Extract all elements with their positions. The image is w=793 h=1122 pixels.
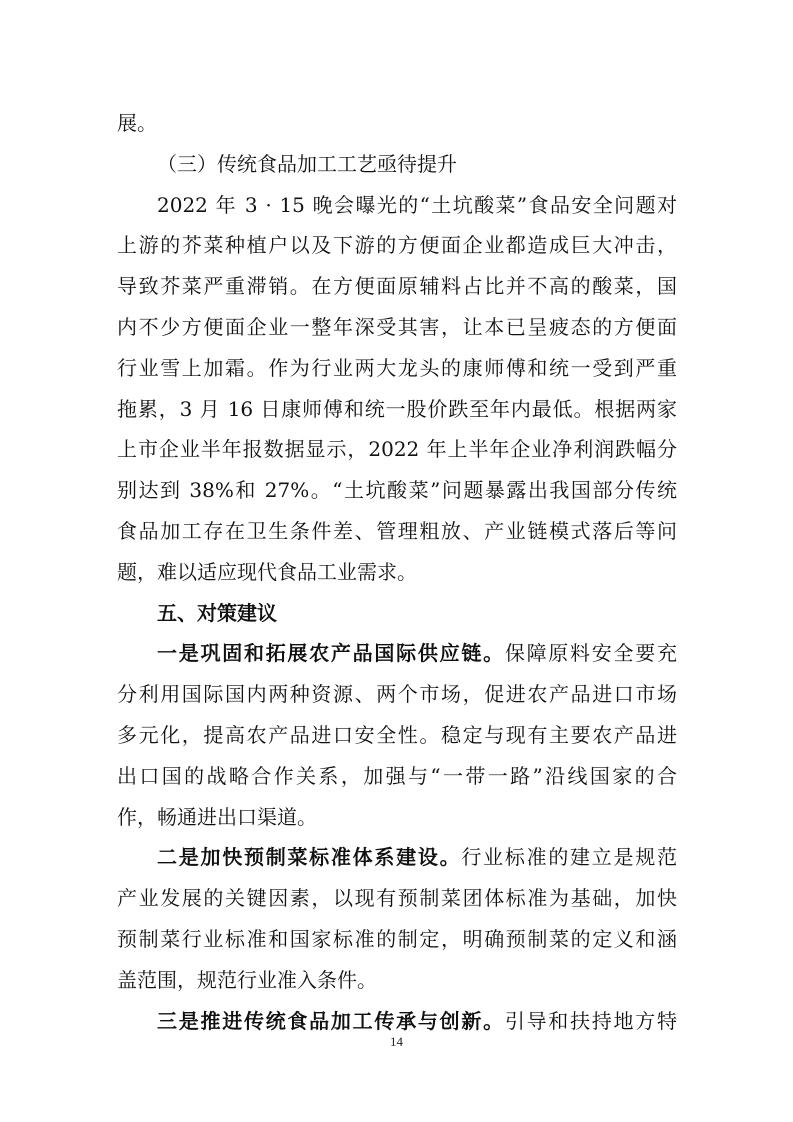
paragraph-line: 上游的芥菜种植户以及下游的方便面企业都造成巨大冲击，	[117, 233, 677, 258]
paragraph-line: 2022 年 3 · 15 晚会曝光的“土坑酸菜”食品安全问题对	[157, 192, 677, 217]
paragraph-line: 预制菜行业标准和国家标准的制定，明确预制菜的定义和涵	[117, 926, 677, 951]
bold-lead: 二是加快预制菜标准体系建设。	[157, 845, 462, 870]
paragraph-line: 行业雪上加霜。作为行业两大龙头的康师傅和统一受到严重	[117, 355, 677, 380]
paragraph-line: 盖范围，规范行业准入条件。	[117, 967, 377, 992]
document-page	[117, 103, 677, 1041]
paragraph-tail: 展。	[117, 111, 157, 135]
paragraph-line: 作，畅通进出口渠道。	[117, 804, 317, 829]
paragraph-line: 导致芥菜严重滞销。在方便面原辅料占比并不高的酸菜，国	[117, 274, 677, 299]
paragraph-line: 分利用国际国内两种资源、两个市场，促进农产品进口市场	[117, 682, 677, 707]
paragraph-line: 多元化，提高农产品进口安全性。稳定与现有主要农产品进	[117, 722, 677, 747]
paragraph-line: 食品加工存在卫生条件差、管理粗放、产业链模式落后等问	[117, 518, 677, 543]
paragraph-line: 出口国的战略合作关系，加强与“一带一路”沿线国家的合	[117, 763, 677, 788]
paragraph-supply-chain	[117, 633, 677, 837]
bold-lead: 三是推进传统食品加工传承与创新。	[157, 1008, 505, 1033]
paragraph-line: 产业发展的关键因素，以现有预制菜团体标准为基础，加快	[117, 886, 677, 911]
paragraph-line: 拖累，3 月 16 日康师傅和统一股价跌至年内最低。根据两家	[117, 396, 677, 421]
paragraph-sauerkraut-incident	[117, 185, 677, 593]
paragraph-line: 别达到 38%和 27%。“土坑酸菜”问题暴露出我国部分传统	[117, 478, 677, 503]
paragraph-line: 内不少方便面企业一整年深受其害，让本已呈疲态的方便面	[117, 314, 677, 339]
paragraph-text: 行业标准的建立是规范	[461, 845, 678, 870]
page-number: 14	[390, 1034, 403, 1049]
paragraph-prepared-food-standards	[117, 837, 677, 1000]
paragraph-text: 引导和扶持地方特	[504, 1008, 678, 1033]
paragraph-line: 上市企业半年报数据显示，2022 年上半年企业净利润跌幅分	[117, 437, 677, 462]
paragraph-line: 题，难以适应现代食品工业需求。	[117, 559, 417, 584]
bold-lead: 一是巩固和拓展农产品国际供应链。	[157, 641, 505, 666]
section-heading-recommendations: 五、对策建议	[157, 600, 277, 625]
paragraph-text: 保障原料安全要充	[504, 641, 678, 666]
paragraph-line	[117, 837, 677, 878]
paragraph-line	[117, 633, 677, 674]
subheading-traditional-food-processing: （三）传统食品加工工艺亟待提升	[157, 151, 457, 176]
